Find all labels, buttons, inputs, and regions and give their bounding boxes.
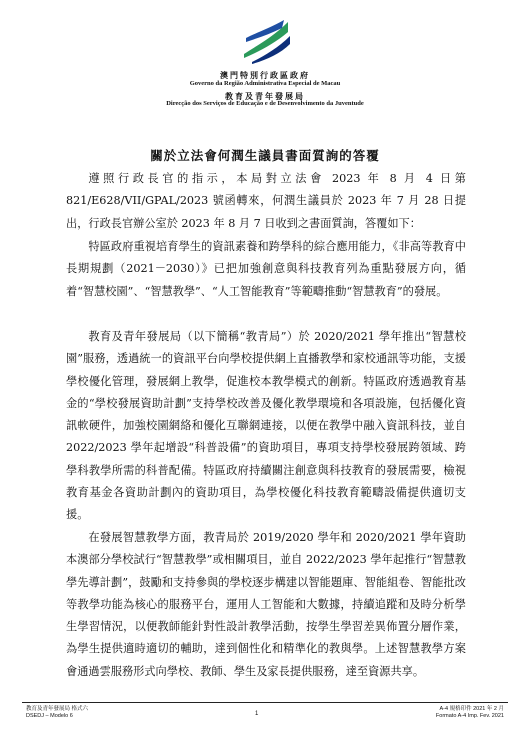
footer-print-format-zh: A-4 規格印件 2021 年 2 月 [439, 706, 504, 712]
footer-divider [22, 702, 508, 703]
document-title: 關於立法會何潤生議員書面質詢的答覆 [150, 148, 380, 163]
footer-form-code-zh: 教育及青年發展局 格式六 [26, 706, 89, 712]
body-paragraph: 特區政府重視培育學生的資訊素養和跨學科的綜合應用能力，《非高等教育中長期規劃（2021－2030）》已把加強創意與科技教育列為重點發展方向，循着“智慧校園”、“智慧教學”、“人工智能教育”等範疇推動“智慧教育”的發展。 [66, 240, 466, 298]
page-number: 1 [255, 711, 259, 717]
footer-form-code-pt: DSEDJ – Modelo 6 [26, 713, 73, 719]
body-paragraph: 遵照行政長官的指示，本局對立法會 2023 年 8 月 4 日第 821/E628/VII/GPAL/2023 號函轉來，何潤生議員於 2023 年 7 月 28 日提出，行政長官辦公室於 2023 年 8 月 7 日收到之書面質詢，答覆如下： [66, 172, 466, 230]
government-name-pt: Governo da Região Administrativa Especial de Macau [189, 80, 341, 87]
footer-print-format-pt: Formato A-4 Imp. Fev. 2021 [435, 713, 504, 719]
footer-form-code [26, 706, 88, 720]
body-paragraph: 教育及青年發展局（以下簡稱“教青局”）於 2020/2021 學年推出“智慧校園”服務，透過統一的資訊平台向學校提供網上直播教學和家校通訊等功能，支援學校優化管理，發展網上教學，促進校本教學模式的創新。特區政府透過教育基金的“學校發展資助計劃”支持學校改善及優化教學環境和各項設施，包括優化資訊軟硬件，加強校園網絡和優化互聯網連接，以便在教學中融入資訊科技，並自 2022/2023 學年起增設“科普設備”的資助項目，專項支持學校發展跨領域、跨學科教學所需的科普配備。特區政府持續關注創意與科技教育的發展需要，檢視教育基金各資助計劃內的資助項目，為學校優化科技教育範疇設備提供適切支援。 [66, 330, 466, 522]
department-name-zh: 教育及青年發展局 [225, 91, 305, 101]
body-paragraph: 在發展智慧教學方面，教青局於 2019/2020 學年和 2020/2021 學年資助本澳部分學校試行“智慧教學”或相關項目，並自 2022/2023 學年起推行“智慧教學先導計劃”，鼓勵和支持參與的學校逐步構建以智能題庫、智能組卷、智能批改等教學功能為核心的服務平台，運用人工智能和大數據，持續追蹤和及時分析學生學習情況，以便教師能針對性設計教學活動，按學生學習差異佈置分層作業，為學生提供適時適切的輔助，達到個性化和精準化的教與學。上述智慧教學方案會通過雲服務形式向學校、教師、學生及家長提供服務，達至資源共享。 [66, 531, 466, 678]
footer-print-format [436, 706, 504, 720]
government-name-zh: 澳門特別行政區政府 [220, 70, 310, 80]
department-name-pt: Direcção dos Serviços de Educação e de Desenvolvimento da Juventude [166, 100, 364, 107]
dsedj-logo-icon [238, 18, 294, 64]
